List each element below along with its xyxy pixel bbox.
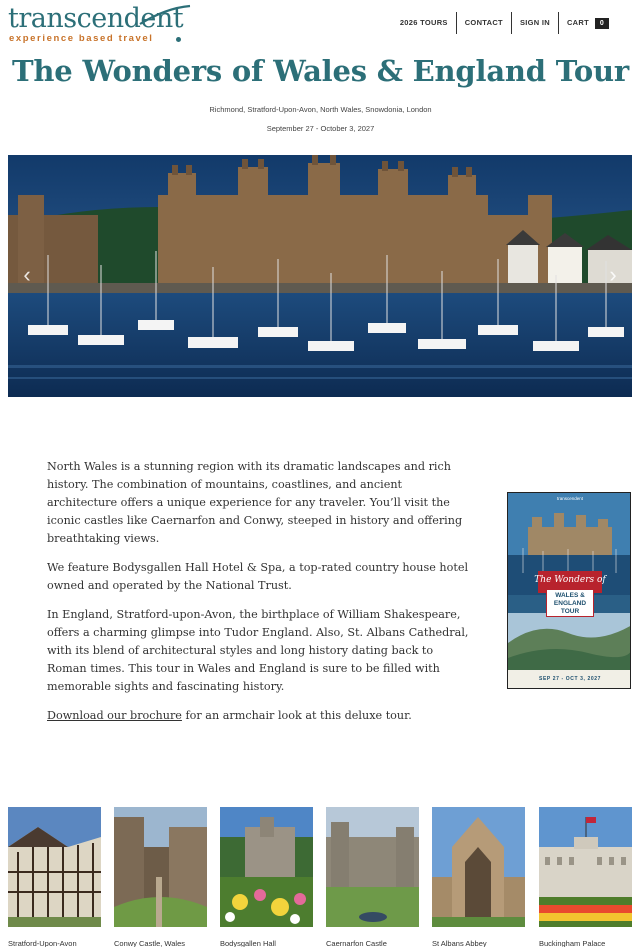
thumbnail-caption: St Albans Abbey xyxy=(432,939,487,947)
thumbnail-caption: Buckingham Palace xyxy=(539,939,606,947)
thumbnail-image-st-albans xyxy=(432,807,525,927)
thumbnail-image-caernarfon xyxy=(326,807,419,927)
download-rest-text: for an armchair look at this deluxe tour. xyxy=(181,709,412,722)
thumbnail-image-stratford xyxy=(8,807,101,927)
thumbnail-image-conwy xyxy=(114,807,207,927)
tour-description xyxy=(47,458,472,736)
thumbnail-caption: Conwy Castle, Wales xyxy=(114,939,185,947)
nav-sign-in[interactable]: SIGN IN xyxy=(511,12,558,34)
nav-cart[interactable] xyxy=(558,12,617,34)
brochure-brand: transcendent xyxy=(556,496,584,501)
thumbnail-item[interactable] xyxy=(539,807,632,947)
hero-image xyxy=(8,155,632,397)
brochure-title-top: The Wonders of xyxy=(534,575,606,585)
cart-label: CART xyxy=(566,18,589,27)
thumbnail-item[interactable] xyxy=(8,807,101,947)
carousel-prev-button[interactable] xyxy=(18,263,36,287)
site-header xyxy=(0,0,641,50)
description-paragraph-1: North Wales is a stunning region with its dramatic landscapes and rich history. The combination of mountains, coastlines, and ancient architecture offers a unique experience for any traveler. You’ll visit the iconic castles like Caernarfon and Conwy, steeped in history and offering breathtaking views. xyxy=(47,460,463,545)
thumbnail-item[interactable] xyxy=(220,807,313,947)
brochure-title-mid-text: WALES & ENGLAND xyxy=(553,592,587,607)
thumbnail-image-bodysgallen xyxy=(220,807,313,927)
description-paragraph-2: We feature Bodysgallen Hall Hotel & Spa, a top-rated country house hotel owned and operated by the National Trust. xyxy=(47,561,469,592)
brand-logo[interactable] xyxy=(8,4,188,44)
page-title: The Wonders of Wales & England Tour xyxy=(12,54,629,88)
thumbnail-image-buckingham xyxy=(539,807,632,927)
chevron-left-icon: ‹ xyxy=(23,262,31,287)
cart-count-badge: 0 xyxy=(595,18,609,29)
brochure-title-bottom: TOUR xyxy=(560,608,580,615)
main-nav xyxy=(392,12,617,34)
thumbnail-caption: Stratford-Upon-Avon xyxy=(8,939,77,947)
download-paragraph xyxy=(47,707,472,725)
tour-dates: September 27 - October 3, 2027 xyxy=(266,124,375,133)
thumbnail-item[interactable] xyxy=(326,807,419,947)
brand-name: transcendent xyxy=(8,3,184,34)
nav-tours[interactable]: 2026 TOURS xyxy=(399,18,448,27)
thumbnail-gallery xyxy=(8,807,632,947)
nav-contact[interactable]: CONTACT xyxy=(456,12,511,34)
thumbnail-caption: Bodysgallen Hall xyxy=(220,939,276,947)
description-paragraph-3: In England, Stratford-upon-Avon, the birthplace of William Shakespeare, offers a charming glimpse into Tudor England. Also, St. Albans Cathedral, with its blend of architectural styles and long history dating back to Roman times. This tour in Wales and England is sure to be filled with memorable sights and fascinating history. xyxy=(47,608,469,693)
chevron-right-icon: › xyxy=(609,262,617,287)
hero-carousel[interactable] xyxy=(8,155,632,397)
thumbnail-item[interactable] xyxy=(432,807,525,947)
download-brochure-link[interactable]: Download our brochure xyxy=(47,709,182,722)
brochure-cover[interactable] xyxy=(507,492,631,689)
thumbnail-caption: Caernarfon Castle xyxy=(326,939,387,947)
tour-places: Richmond, Stratford-Upon-Avon, North Wales, Snowdonia, London xyxy=(209,105,432,114)
brochure-dates: SEP 27 - OCT 3, 2027 xyxy=(508,670,631,688)
brochure-title-mid xyxy=(546,592,594,616)
logo-swoosh-icon xyxy=(138,4,193,26)
brand-tagline: experience based travel xyxy=(9,33,154,44)
carousel-next-button[interactable] xyxy=(604,263,622,287)
thumbnail-item[interactable] xyxy=(114,807,207,947)
logo-dot-icon xyxy=(176,37,181,42)
